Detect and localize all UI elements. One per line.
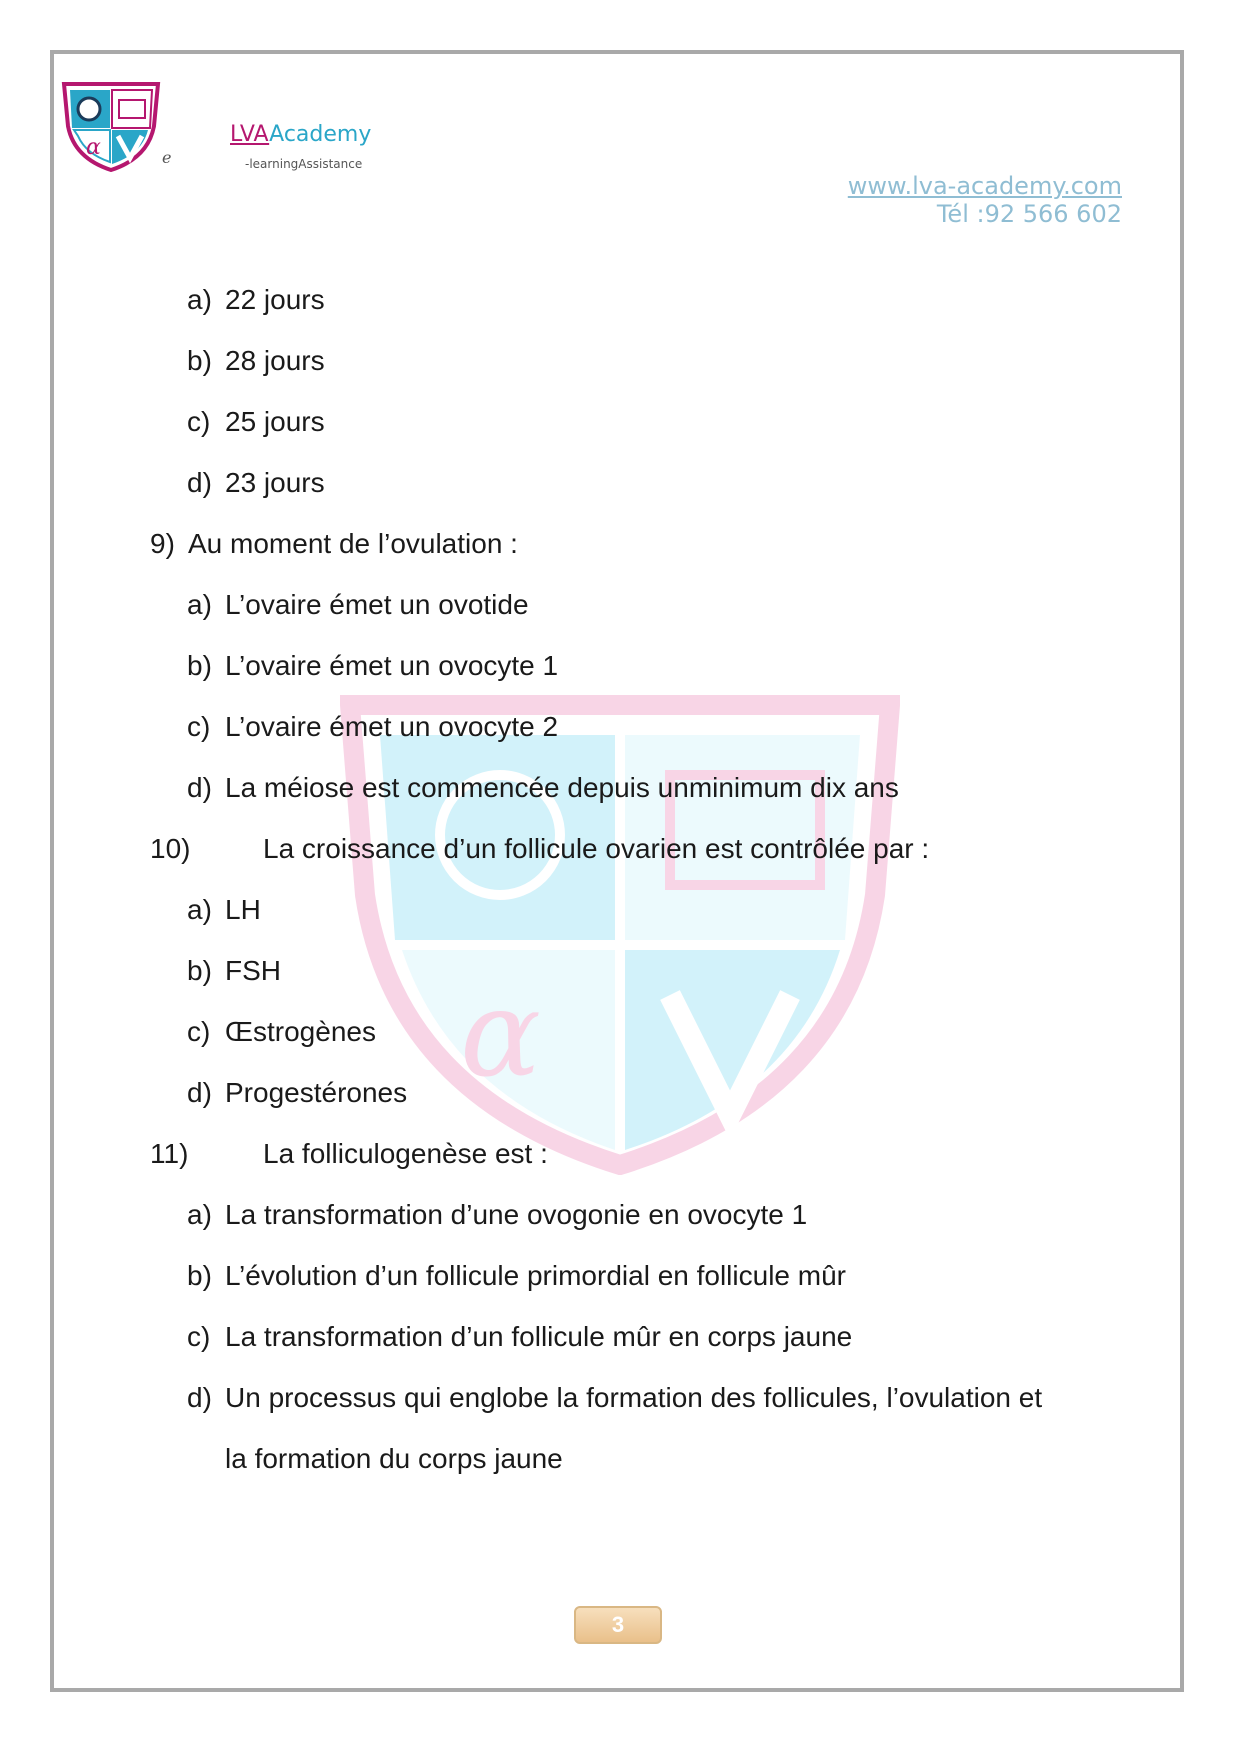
svg-text:α: α [86,135,101,160]
answer-letter: c) [187,1321,211,1352]
answer-letter: a) [187,1199,212,1230]
answer-text: Progestérones [225,1077,408,1108]
phone-number: Tél :92 566 602 [936,200,1122,228]
answer-letter: a) [187,589,212,620]
page-number-badge: 3 [574,1606,662,1644]
answer-letter: a) [187,284,212,315]
answer-text: La méiose est commencée depuis unminimum dix ans [225,772,899,803]
answer-letter: c) [187,1016,211,1047]
answer-text: 22 jours [225,284,325,315]
logo-e-letter: e [162,148,172,167]
answer-letter: d) [187,1382,212,1413]
answer-text: Un processus qui englobe la formation des follicules, l’ovulation et [225,1382,1043,1413]
question-number: 11) [150,1138,189,1169]
answer-text: 28 jours [225,345,325,376]
answer-text-continuation: la formation du corps jaune [225,1443,563,1474]
question-number: 10) [150,833,191,864]
question-text: Au moment de l’ovulation : [188,528,518,559]
svg-text:α: α [460,965,542,1104]
answer-letter: d) [187,772,212,803]
brand-tagline: -learningAssistance [245,157,363,171]
answer-text: La transformation d’une ovogonie en ovocyte 1 [225,1199,808,1230]
answer-text: L’ovaire émet un ovocyte 2 [225,711,559,742]
answer-letter: b) [187,1260,212,1291]
answer-text: L’ovaire émet un ovotide [225,589,529,620]
answer-text: La transformation d’un follicule mûr en corps jaune [225,1321,853,1352]
answer-letter: d) [187,1077,212,1108]
website-link[interactable]: www.lva-academy.com [847,172,1122,200]
answer-letter: b) [187,650,212,681]
answer-text: L’ovaire émet un ovocyte 1 [225,650,559,681]
answer-letter: a) [187,894,212,925]
answer-letter: b) [187,955,212,986]
answer-letter: b) [187,345,212,376]
answer-text: LH [225,894,261,925]
question-text: La croissance d’un follicule ovarien est contrôlée par : [263,833,930,864]
brand-lva: LVA [230,122,270,147]
answer-letter: d) [187,467,212,498]
answer-text: L’évolution d’un follicule primordial en follicule mûr [225,1260,846,1291]
answer-text: 23 jours [225,467,325,498]
answer-text: 25 jours [225,406,325,437]
question-number: 9) [150,528,175,559]
answer-letter: c) [187,406,211,437]
brand-academy: Academy [269,122,372,147]
question-text: La folliculogenèse est : [263,1138,548,1169]
answer-letter: c) [187,711,211,742]
answer-text: Œstrogènes [225,1016,376,1047]
answer-text: FSH [225,955,281,986]
